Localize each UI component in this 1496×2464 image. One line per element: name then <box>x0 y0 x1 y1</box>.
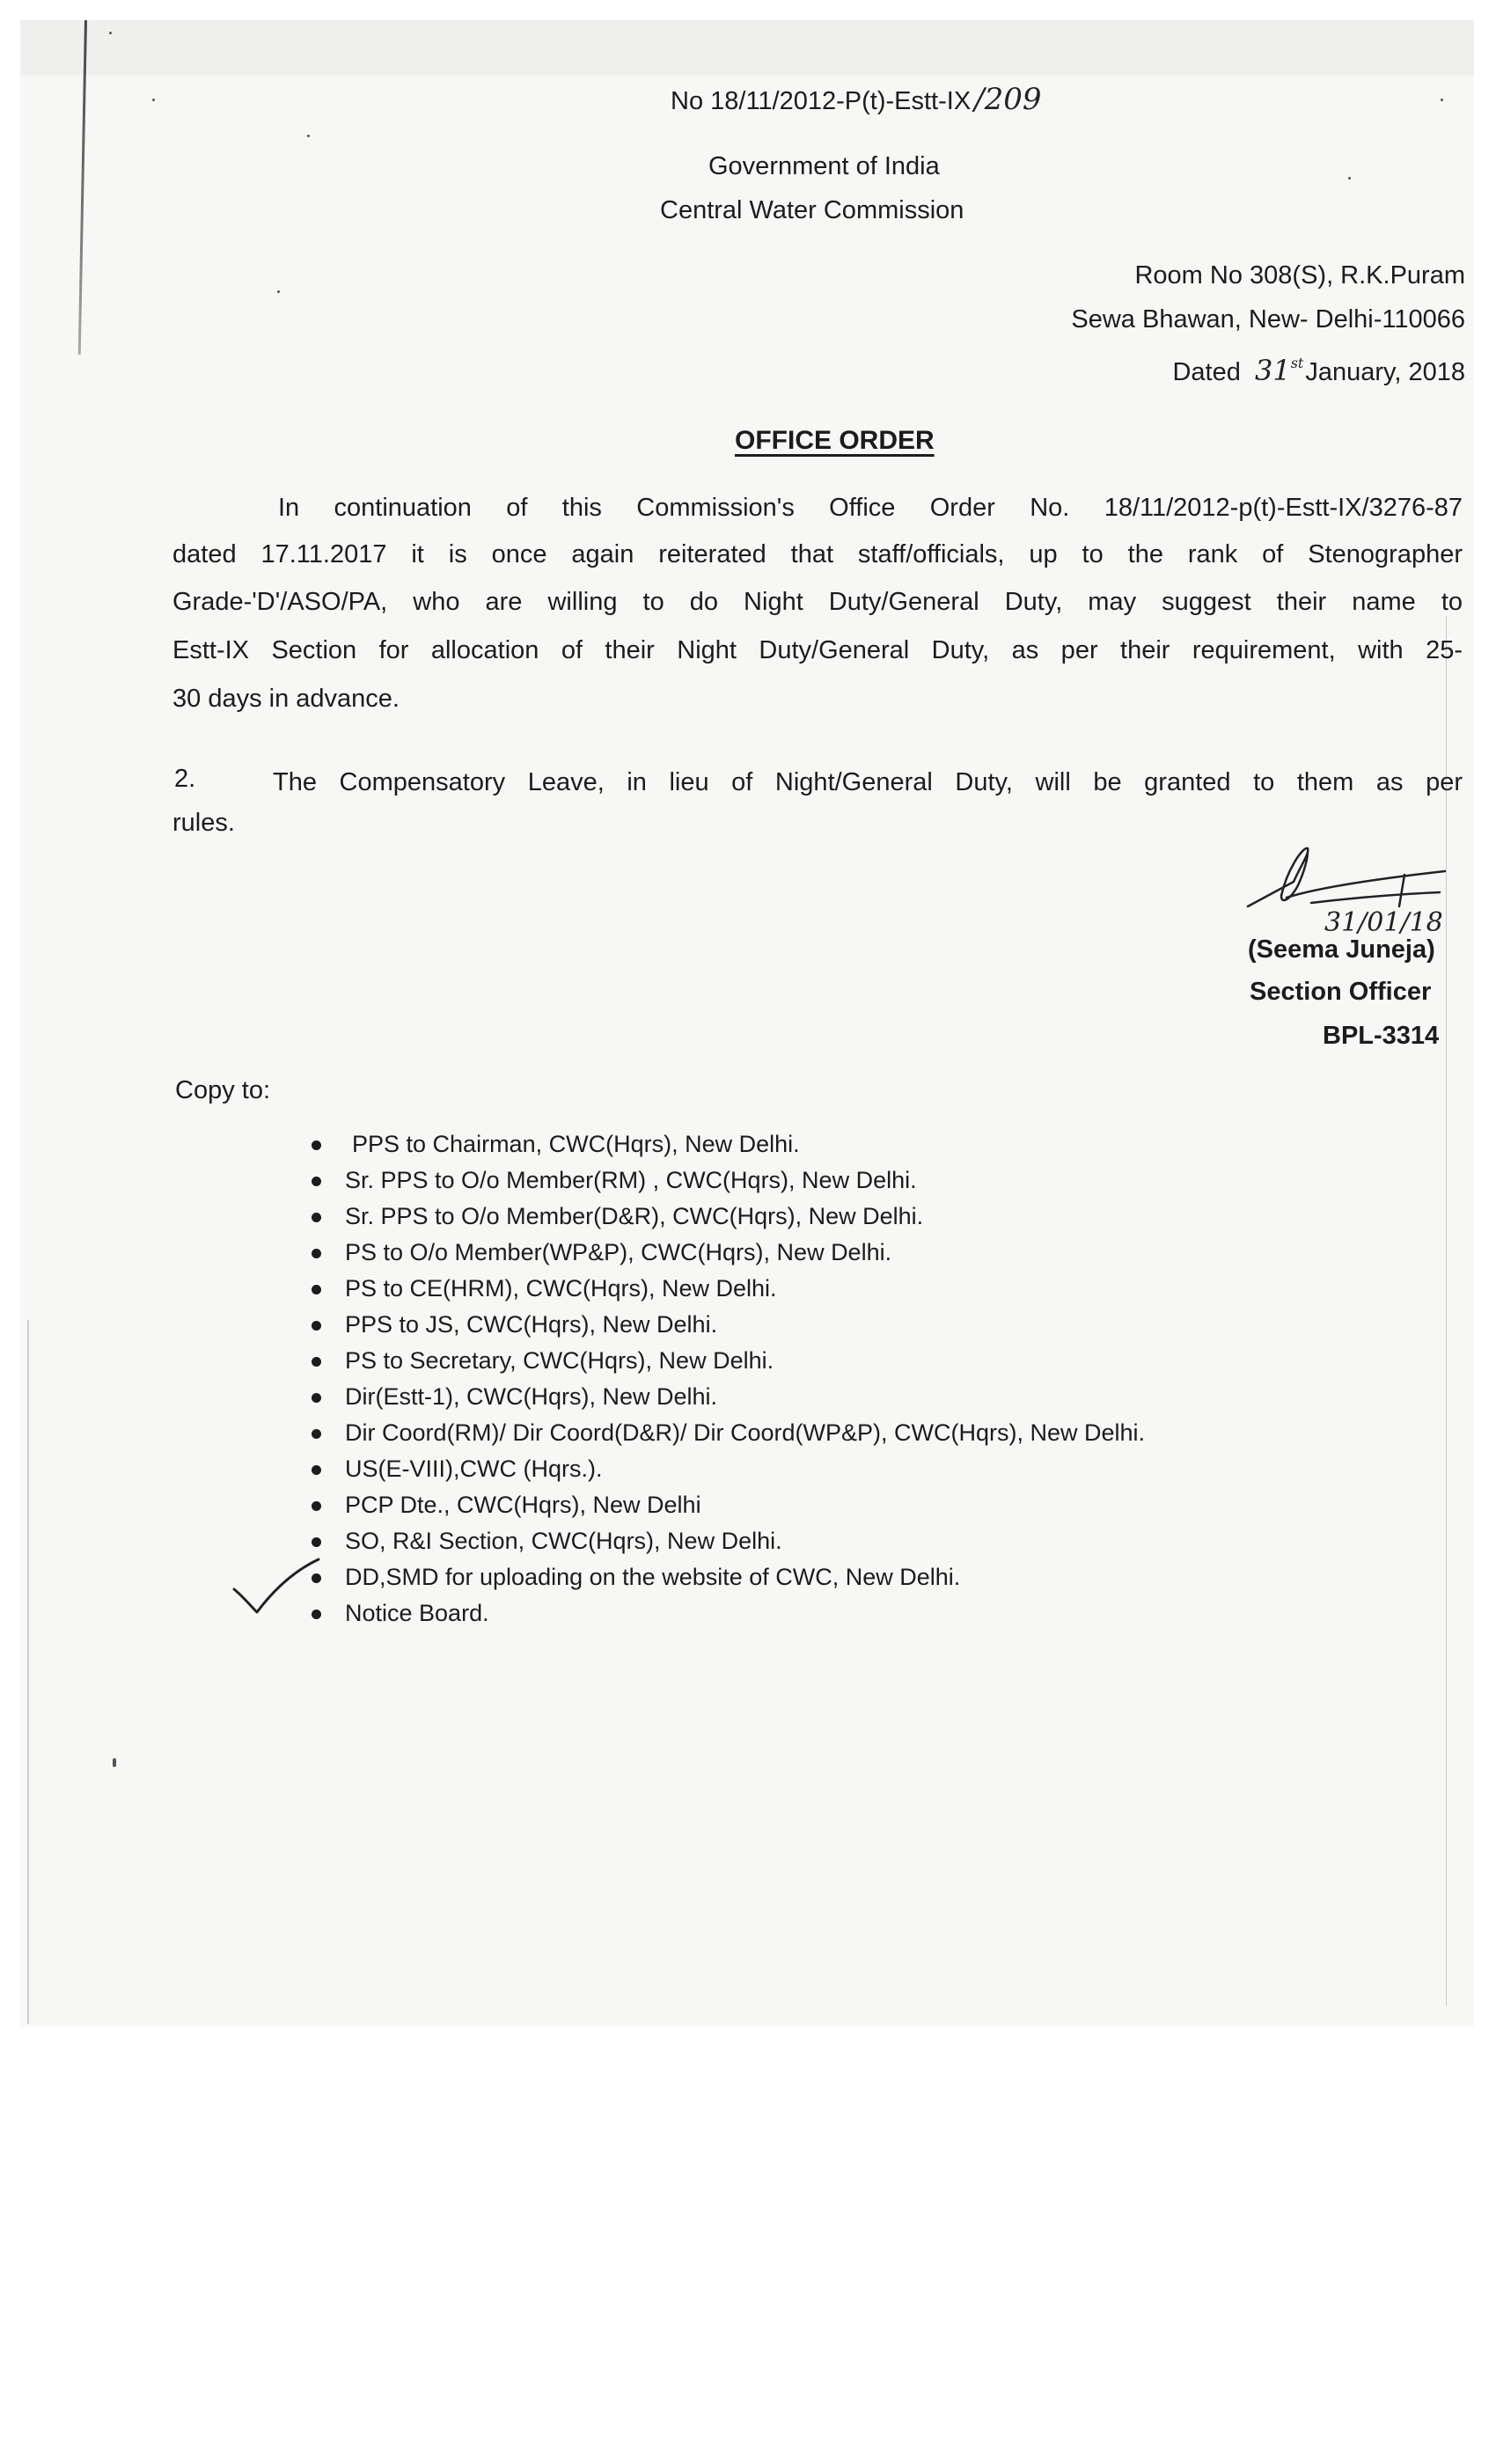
bullet-icon <box>312 1357 321 1367</box>
paragraph-2-line: The Compensatory Leave, in lieu of Night/General Duty, will be granted to them as per <box>273 768 1463 796</box>
paragraph-1-line: Grade-'D'/ASO/PA, who are willing to do Night Duty/General Duty, may suggest their name to <box>172 588 1463 616</box>
paragraph-1-line: 30 days in advance. <box>172 685 400 713</box>
paragraph-1-line: dated 17.11.2017 it is once again reiterated that staff/officials, up to the rank of Stenographer <box>172 540 1463 568</box>
date-day-handwritten: 31 <box>1254 354 1291 387</box>
list-item <box>299 1418 1355 1454</box>
list-item <box>299 1165 1355 1201</box>
copy-to-list <box>299 1129 1355 1634</box>
list-item-text: PPS to JS, CWC(Hqrs), New Delhi. <box>345 1311 718 1338</box>
reference-number-handwritten: /209 <box>974 82 1042 117</box>
page-edge-line <box>27 1320 29 2024</box>
list-item <box>299 1309 1355 1346</box>
bullet-icon <box>312 1213 321 1222</box>
list-item-text: Dir Coord(RM)/ Dir Coord(D&R)/ Dir Coord(WP&P), CWC(Hqrs), New Delhi. <box>345 1419 1146 1446</box>
signatory-name: (Seema Juneja) <box>1248 935 1435 964</box>
list-item <box>299 1201 1355 1237</box>
list-item-text: US(E-VIII),CWC (Hqrs.). <box>345 1456 603 1482</box>
list-item <box>299 1454 1355 1490</box>
list-item-text: Sr. PPS to O/o Member(D&R), CWC(Hqrs), New Delhi. <box>345 1203 924 1229</box>
paragraph-1-line: Estt-IX Section for allocation of their Night Duty/General Duty, as per their requirement, with 25- <box>172 636 1463 664</box>
date-line <box>1172 348 1465 387</box>
scan-speck <box>1441 99 1443 101</box>
scan-speck <box>307 135 310 137</box>
date-month-year: January, 2018 <box>1305 358 1465 386</box>
page-title: OFFICE ORDER <box>735 426 935 455</box>
signatory-designation: Section Officer <box>1250 978 1432 1006</box>
bullet-icon <box>312 1285 321 1294</box>
bullet-icon <box>312 1140 321 1150</box>
list-item-text: DD,SMD for uploading on the website of CWC, New Delhi. <box>345 1564 961 1590</box>
date-label: Dated <box>1172 358 1241 386</box>
paragraph-1-line: In continuation of this Commission's Office Order No. 18/11/2012-p(t)-Estt-IX/3276-87 <box>278 494 1463 522</box>
list-item <box>299 1273 1355 1309</box>
copy-to-label: Copy to: <box>175 1076 270 1104</box>
bullet-icon <box>312 1537 321 1547</box>
bullet-icon <box>312 1429 321 1439</box>
address-line-2: Sewa Bhawan, New- Delhi-110066 <box>1071 305 1465 334</box>
scan-speck <box>152 99 155 101</box>
list-item <box>299 1346 1355 1382</box>
list-item-text: Dir(Estt-1), CWC(Hqrs), New Delhi. <box>345 1383 718 1410</box>
list-item <box>299 1598 1355 1634</box>
list-item-text: Sr. PPS to O/o Member(RM) , CWC(Hqrs), New Delhi. <box>345 1167 917 1193</box>
paragraph-2-line: rules. <box>172 809 235 837</box>
handwritten-checkmark-icon <box>231 1556 327 1617</box>
list-item <box>299 1490 1355 1526</box>
scan-speck <box>113 1758 116 1767</box>
reference-number <box>671 84 1042 116</box>
list-item <box>299 1562 1355 1598</box>
organisation-line: Central Water Commission <box>660 196 964 224</box>
list-item <box>299 1382 1355 1418</box>
signature-date-handwritten: 31/01/18 <box>1324 907 1443 938</box>
list-item-text: PCP Dte., CWC(Hqrs), New Delhi <box>345 1492 701 1518</box>
bullet-icon <box>312 1177 321 1186</box>
government-line: Government of India <box>708 152 940 180</box>
bullet-icon <box>312 1249 321 1258</box>
bullet-icon <box>312 1501 321 1511</box>
bullet-icon <box>312 1465 321 1475</box>
list-item-text: SO, R&I Section, CWC(Hqrs), New Delhi. <box>345 1528 782 1554</box>
scan-speck <box>1348 177 1351 180</box>
list-item-text: PS to Secretary, CWC(Hqrs), New Delhi. <box>345 1347 774 1374</box>
bullet-icon <box>312 1321 321 1331</box>
paragraph-2-number: 2. <box>174 765 196 793</box>
reference-number-printed: No 18/11/2012-P(t)-Estt-IX <box>671 87 972 115</box>
list-item-text: PPS to Chairman, CWC(Hqrs), New Delhi. <box>352 1131 800 1157</box>
bullet-icon <box>312 1393 321 1403</box>
list-item <box>299 1129 1355 1165</box>
address-line-1: Room No 308(S), R.K.Puram <box>1134 261 1465 290</box>
date-day-suffix-handwritten: st <box>1290 355 1304 371</box>
list-item-text: Notice Board. <box>345 1600 489 1626</box>
scan-shadow-band <box>20 20 1474 75</box>
scan-speck <box>277 290 280 293</box>
list-item <box>299 1237 1355 1273</box>
list-item-text: PS to O/o Member(WP&P), CWC(Hqrs), New Delhi. <box>345 1239 892 1265</box>
list-item-text: PS to CE(HRM), CWC(Hqrs), New Delhi. <box>345 1275 777 1302</box>
scan-speck <box>109 32 112 34</box>
list-item <box>299 1526 1355 1562</box>
signatory-code: BPL-3314 <box>1323 1022 1440 1050</box>
